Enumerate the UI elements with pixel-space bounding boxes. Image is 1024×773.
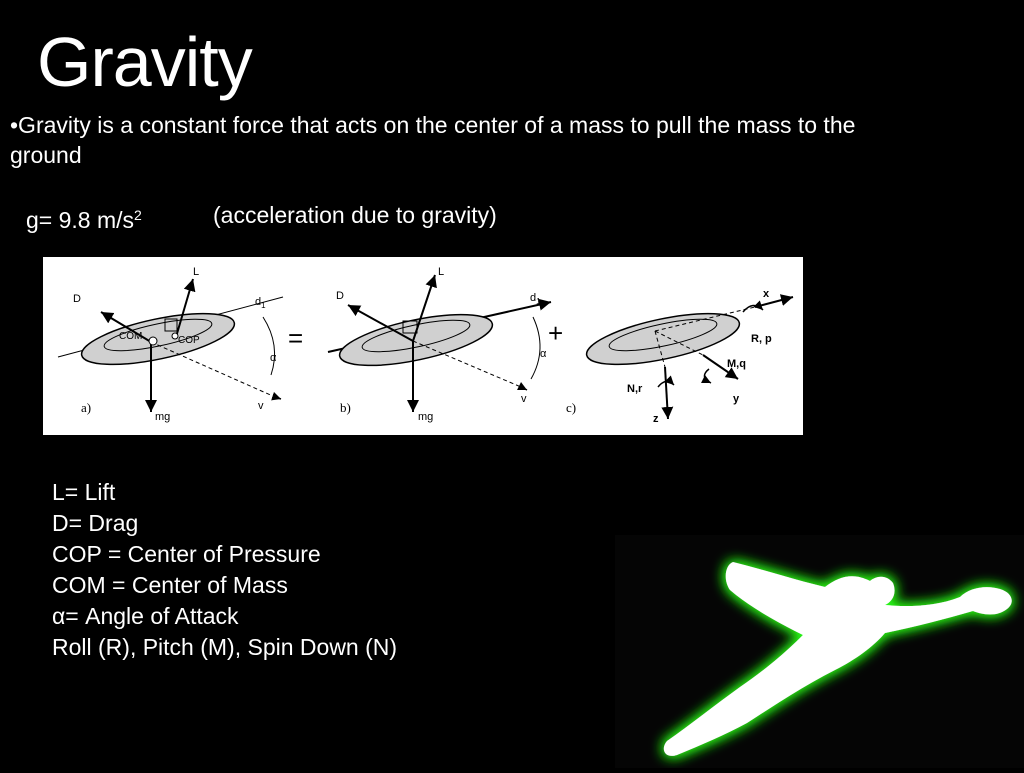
velocity-label-b: v (521, 393, 527, 405)
com-label: COM (119, 331, 143, 342)
panel-a (58, 266, 283, 423)
legend-rotations: Roll (R), Pitch (M), Spin Down (N) (52, 634, 398, 660)
spin-down-label: N,r (627, 383, 643, 395)
slide-title: Gravity (37, 23, 252, 101)
pitch-label: M,q (727, 358, 746, 370)
gravity-value: g= 9.8 m/s (26, 207, 135, 233)
player-silhouette-image (615, 535, 1024, 773)
panel-c (566, 288, 793, 425)
alpha-label-a: α (270, 352, 277, 364)
roll-label: R, p (751, 333, 772, 345)
gravity-description: (acceleration due to gravity) (213, 202, 497, 228)
panel-c-tag: c) (566, 400, 577, 415)
legend-drag: D= Drag (52, 510, 139, 536)
legend-cop: COP = Center of Pressure (52, 541, 321, 567)
drag-label-b: D (336, 290, 344, 302)
mg-label-a: mg (155, 411, 171, 423)
mg-label-b: mg (418, 411, 434, 423)
gravity-exponent: 2 (134, 207, 142, 223)
x-axis-label: x (763, 288, 770, 300)
velocity-label-a: v (258, 400, 264, 412)
d1-label-a: $d_1$ (255, 296, 266, 310)
legend-lift: L= Lift (52, 479, 116, 505)
y-axis-label: y (733, 393, 740, 405)
frisbee-force-diagram (43, 257, 803, 435)
drag-label-a: D (73, 293, 81, 305)
z-axis-label: z (653, 413, 659, 425)
legend-list (52, 477, 397, 663)
cop-label: COP (178, 335, 200, 346)
lift-label-a: L (193, 266, 200, 278)
alpha-label-b: α (540, 348, 547, 360)
panel-b-tag: b) (340, 400, 351, 415)
plus-sign: + (548, 318, 564, 348)
panel-a-tag: a) (81, 400, 92, 415)
legend-alpha: α= Angle of Attack (52, 603, 239, 629)
panel-b (328, 266, 551, 423)
equals-sign: = (288, 323, 304, 353)
lift-label-b: L (438, 266, 445, 278)
gravity-equation (26, 200, 497, 235)
d1-label-b: $d_1$ (530, 292, 541, 306)
legend-com: COM = Center of Mass (52, 572, 288, 598)
gravity-definition: •Gravity is a constant force that acts on the center of a mass to pull the mass to the ground (10, 112, 856, 168)
